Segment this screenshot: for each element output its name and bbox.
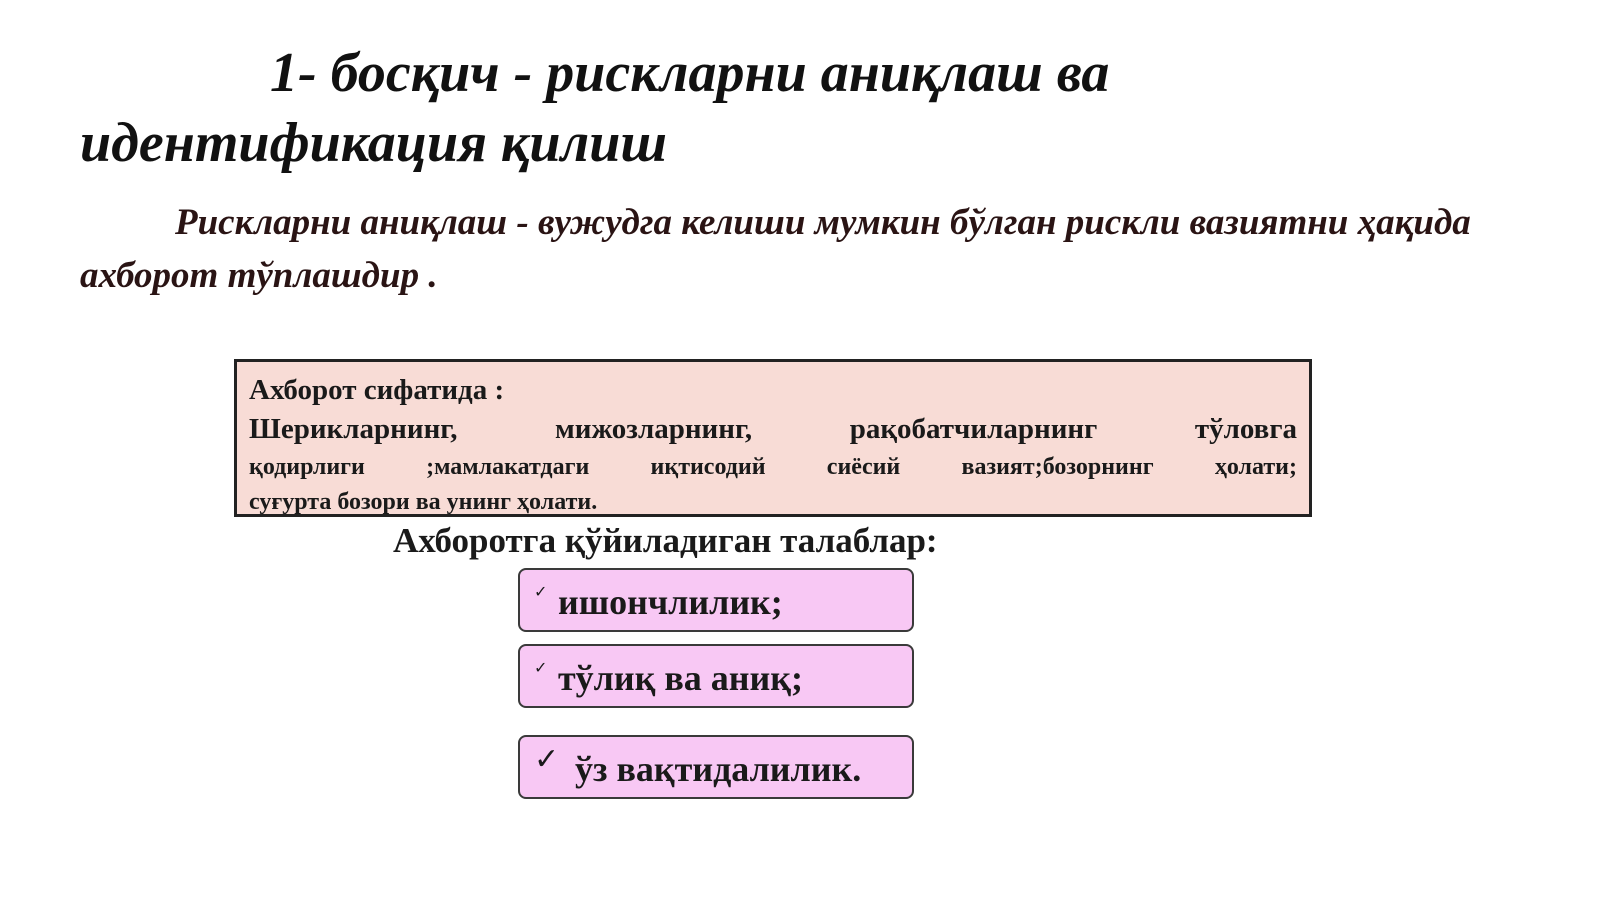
slide-title-line-2: идентификация қилиш xyxy=(80,112,667,174)
requirement-item-timeliness xyxy=(518,735,914,799)
definition-paragraph xyxy=(80,196,1510,302)
requirement-label: ўз вақтидалилик. xyxy=(575,749,862,789)
checkmark-icon: ✓ xyxy=(534,582,548,601)
info-box-line-2: қодирлиги ;мамлакатдаги иқтисодий сиёсий вазият;бозорнинг ҳолати; xyxy=(249,454,1297,480)
requirement-item-completeness xyxy=(518,644,914,708)
slide-title-line-1: 1- босқич - рискларни аниқлаш ва xyxy=(270,42,1110,104)
requirement-item-reliability xyxy=(518,568,914,632)
info-box xyxy=(234,359,1312,517)
requirement-label: ишончлилик; xyxy=(558,582,783,622)
checkmark-icon: ✓ xyxy=(534,742,560,777)
info-box-line-1: Шерикларнинг, мижозларнинг, рақобатчиларнинг тўловга xyxy=(249,413,1297,445)
requirement-label: тўлиқ ва аниқ; xyxy=(558,658,804,698)
info-box-line-3: суғурта бозори ва унинг ҳолати. xyxy=(249,489,598,515)
requirements-heading: Ахборотга қўйиладиган талаблар: xyxy=(393,521,938,560)
slide-title xyxy=(80,38,1500,178)
checkmark-icon: ✓ xyxy=(534,658,548,677)
info-box-heading: Ахборот сифатида : xyxy=(249,374,505,406)
definition-text: Рискларни аниқлаш - вужудга келиши мумкин бўлган рискли вазиятни ҳақида ахборот тўплашдир . xyxy=(80,202,1471,296)
